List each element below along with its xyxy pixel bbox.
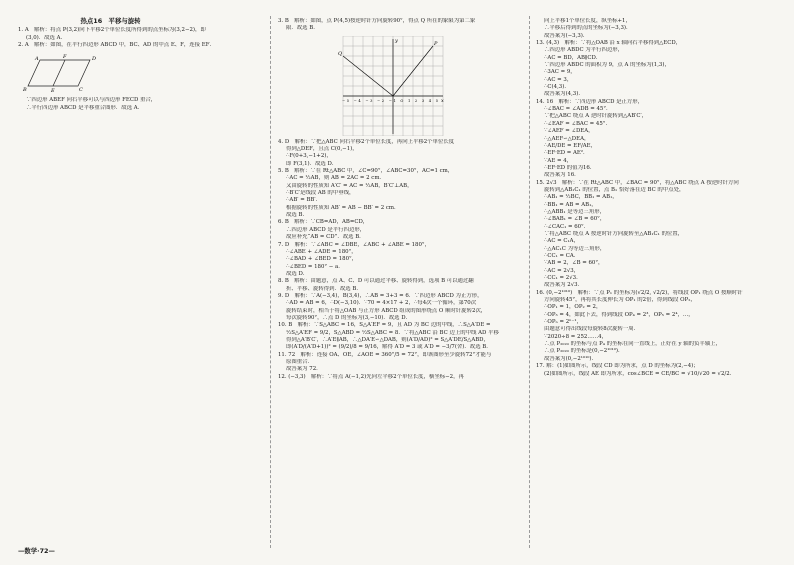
text-line: 13. (4,3) 解析：∵将△OAB 沿 x 轴向右平移得到△ECD， xyxy=(536,40,682,47)
coordinate-grid xyxy=(338,36,448,136)
text-line: ∴OPₙ = 2ⁿ⁻¹， xyxy=(544,319,582,326)
text-line: 故答案为 2√3． xyxy=(544,282,583,289)
text-line: ∴AE/DE = EF/AE， xyxy=(544,142,596,149)
page-number: —数学·72— xyxy=(18,547,55,555)
text-line: ∵四边形 ABEF 向右平移可以与四边形 FECD 重合， xyxy=(26,97,157,104)
text-line: 4. D 解析：∵把△ABC 向右平移2个单位长度，再向上平移2个单位长度 xyxy=(278,138,455,145)
text-line: 限．故选 B． xyxy=(286,25,319,32)
label-e: E xyxy=(51,88,55,95)
text-line: 6. B 解析：∵CB=AD，AB=CD， xyxy=(278,219,369,226)
text-line: ∴AD = AB = 6，∴D(−3,10)．∵70 = 4×17 + 2，∴每4次一个循环，第70次 xyxy=(286,300,477,307)
text-line: 9. D 解析：∵A(−3,4)，B(3,4)，∴AB = 3+3 = 6．∵四边形 ABCD 为正方形， xyxy=(278,292,483,299)
label-b: B xyxy=(23,87,27,94)
text-line: ∴AC = BD，AB∥CD． xyxy=(544,54,602,61)
column-right xyxy=(536,18,781,378)
text-line: 得到△A′B′C′，∴A′E∥AB，∴△DA′E∽△DAB，则(A′D/AD)² = S△A′DE/S△ABD， xyxy=(286,336,489,343)
text-line: 根据旋转的性质知 AB′ = AB − BB′ = 2 cm． xyxy=(286,204,400,211)
text-line: ∵将△ABC 绕点 A 按逆时针方向旋转至△AB₁C₁ 的位置， xyxy=(544,230,684,237)
text-line: 3. B 解析：如图，点 P(4,5)按逆时针方向旋转90°，得点 Q 所在的象限为第二象 xyxy=(278,18,476,24)
text-line: (3,0)．故选 A． xyxy=(26,34,66,41)
text-line: ∴AB′ = BB′． xyxy=(286,197,321,204)
x-tick-labels: −5 −4 −3 −2 −1 O 1 2 3 4 5 xyxy=(342,98,438,103)
text-line: ∴BB₁ = AB = AB₁， xyxy=(544,201,597,208)
text-line: ∴∠BAB₁ = ∠B = 60°， xyxy=(544,216,606,223)
text-line: ∴∠BAD + ∠BED = 180°， xyxy=(286,256,358,263)
text-line: 由题意可得出线段每旋转8次旋转一周． xyxy=(544,326,640,333)
text-line: 得到△DEF，且点 C(0,−1)， xyxy=(286,146,358,153)
text-line: ∴∠CAC₁ = 60°． xyxy=(544,223,590,230)
text-line: 16. (0,−2¹⁰¹⁰) 解析：∵点 P₁ 的坐标为(√2/2, √2/2)，将线段 OP₁ 绕点 O 按顺时针 xyxy=(536,289,743,296)
text-line: 故答案为 16． xyxy=(544,172,580,179)
column-divider xyxy=(270,16,271,548)
text-line: ∴AB₁ = ½BC，BB₁ = AB₁， xyxy=(544,194,618,201)
column-left xyxy=(18,18,263,112)
text-line: ∵四边形 ABDC 的面积为 9，点 A 的坐标为(1,3)， xyxy=(544,62,670,69)
text-line: ∴△AEF∽△DEA， xyxy=(544,135,590,142)
text-line: ∵AB = 2，∠B = 60°， xyxy=(544,260,604,267)
text-line: ∴OP₃ = 4，如此下去，得到线段 OP₄ = 2³，OP₅ = 2⁴，…， xyxy=(544,311,694,318)
text-line: ∴△ABB₁ 是等边三角形， xyxy=(544,208,606,215)
text-line: ½S△A′EF = 9/2，S△ABD = ½S△ABC = 8．∵将△ABC 沿 BC 边上的中线 AD 平移 xyxy=(286,329,499,336)
text-line: ∴C(4,3)． xyxy=(544,84,570,91)
text-line: 14. 16 解析：∵四边形 ABCD 是正方形， xyxy=(536,98,644,105)
text-line: ∴点 P₂₀₂₀ 的坐标与点 P₄ 的坐标在同一直线上，正好在 y 轴的负半轴上， xyxy=(544,341,721,348)
text-line: 故应补充“AB = CD”．故选 B． xyxy=(286,234,365,241)
text-line: 每次旋转90°，∴点 D 的坐标为(3,−10)．故选 D． xyxy=(286,314,411,321)
label-x: x xyxy=(441,97,444,104)
label-y: y xyxy=(395,37,398,44)
text-line: 5. B 解析：∵在 Rt△ABC 中，∠C=90°，∠ABC=30°，AC=1 cm， xyxy=(278,168,454,175)
text-line: ∴平行四边形 ABCD 是平移重合图形．故选 A． xyxy=(26,104,144,111)
text-line: ∴四边形 ABCD 是平行四边形， xyxy=(286,226,366,233)
text-line: 1. A 解析：将点 P(3,2)向下平移2个单位长度所得到的点坐标为(3,2−2)，即 xyxy=(18,27,206,34)
text-line: 故答案为(−3,3)． xyxy=(544,32,589,39)
label-q: Q xyxy=(338,50,343,57)
text-line: 故选 D． xyxy=(286,270,309,277)
text-line: ∵AE = 4， xyxy=(544,157,573,164)
text-line: 15. 2√3 解析：∵在 Rt△ABC 中，∠BAC = 90°，将△ABC 绕点 A 按逆时针方向 xyxy=(536,179,739,186)
grid-figure xyxy=(338,36,523,136)
column-middle xyxy=(278,18,523,381)
text-line: 又由旋转的性质知 A′C′ = AC = ½AB，B′C′⊥AB， xyxy=(286,182,413,189)
text-line: 旋转结束时，相当于将△OAB 与正方形 ABCD 组成的图形绕点 O 顺时针旋转2次， xyxy=(286,307,487,314)
text-line: ∴F(0+3,−1+2)， xyxy=(286,153,332,160)
text-line: 方向旋转45°，再将其长度伸长为 OP₁ 的2倍，得到线段 OP₂， xyxy=(544,297,696,304)
text-line: 8. B 解析：由题意，点 A、C、D 可以通过平移、旋转得到，选项 B 可以通过翻 xyxy=(278,278,474,285)
text-line: ∴四边形 ABDC 为平行四边形， xyxy=(544,47,624,54)
text-line: 即(A′D/(A′D+1))² = (9/2)/8 = 9/16，解得 A′D = 3 或 A′D = −3/7(舍)．故选 B． xyxy=(286,344,492,351)
text-line: ∴3AC = 9， xyxy=(544,69,576,76)
text-line: 7. D 解析：∵∠ABC = ∠DBE，∠ABC + ∠ABE = 180°， xyxy=(278,241,430,248)
text-line: 11. 72 解析：连接 OA、OE，∠AOE = 360°/5 = 72°，即该图形至少旋转72°才能与 xyxy=(278,351,492,358)
text-line: ∴CC₁ = CA． xyxy=(544,253,580,259)
text-line: ∴AC = 2√3， xyxy=(544,267,580,274)
text-line: ∵把△ABC 绕点 A 逆时针旋转到△AB′C′， xyxy=(544,113,648,120)
text-line: ∴EF·ED 的值为16． xyxy=(544,164,596,171)
label-f: F xyxy=(63,54,67,61)
text-line: 10. B 解析：∵S△ABC = 16，S△A′EF = 9，且 AD 为 BC 边的中线，∴S△A′DE = xyxy=(278,322,491,329)
label-c: C xyxy=(79,87,83,94)
text-line: ∴∠BAC = ∠ADB = 45°． xyxy=(544,106,612,113)
text-line: ∴∠ABE + ∠ADE = 180°， xyxy=(286,248,357,255)
text-line: ∴OP₁ = 1，OP₂ = 2， xyxy=(544,304,602,311)
text-line: ∴EF·ED = AE²． xyxy=(544,150,589,157)
text-line: ∴B′C′是线段 AB 的中垂线， xyxy=(286,190,355,197)
text-line: 故答案为 72． xyxy=(286,366,322,373)
text-line: ∴∠BED = 180° − a． xyxy=(286,263,344,270)
label-p: P xyxy=(434,40,438,47)
text-line: ∴AC = C₁A， xyxy=(544,238,579,245)
section-title: 热点16 平移与旋转 xyxy=(80,17,141,25)
label-a: A xyxy=(35,56,39,63)
text-line: ∴点 P₂₀₂₀ 的坐标是(0,−2¹⁰¹⁰)． xyxy=(544,348,624,355)
text-line: ∴∠EAF = ∠BAC = 45°． xyxy=(544,120,611,127)
label-d: D xyxy=(92,56,97,63)
text-line: 向上平移1个单位长度，纵坐标+1， xyxy=(544,18,631,24)
segment-ef xyxy=(53,60,65,86)
text-line: 即 F(3,1)．故选 D． xyxy=(286,160,338,167)
text-line: ∴平移后得到的点的坐标为(−3,3)． xyxy=(544,25,632,32)
text-line: 原图重合． xyxy=(286,359,313,365)
text-line: ∴AC = ½AB，则 AB = 2AC = 2 cm． xyxy=(286,175,385,182)
column-divider xyxy=(529,16,530,548)
text-line: 12. (−3,3) 解析：∵将点 A(−1,2)先向左平移2个单位长度，横坐标−2，再 xyxy=(278,373,464,380)
text-line: ∵2020÷8 = 252……4， xyxy=(544,333,607,340)
text-line: ∵∠AEF = ∠DEA， xyxy=(544,128,594,135)
parallelogram-figure xyxy=(18,52,263,94)
text-line: ∴CC₁ = 2√3． xyxy=(544,275,582,282)
parallelogram-diagram xyxy=(18,52,108,94)
text-line: 折、平移、旋转得到．故选 B． xyxy=(286,285,362,292)
text-line: ∴AC = 3， xyxy=(544,76,573,83)
text-line: 旋转到△AB₁C₁ 的位置，点 B₁ 恰好落在边 BC 的中点处， xyxy=(544,186,685,193)
text-line: 故答案为(0,−2¹⁰¹⁰)． xyxy=(544,355,597,362)
text-line: 2. A 解析：如图，在平行四边形 ABCD 中，BC、AD 的中点 E、F，连接 EF． xyxy=(18,42,215,49)
text-line: 故选 B． xyxy=(286,212,308,219)
text-line: ∴△AC₁C 为等边三角形， xyxy=(544,245,606,252)
text-line: 17. 解：(1)如图所示，线段 CD 即为所求，点 D 的坐标为(2,−4)； xyxy=(536,363,699,370)
text-line: (2)如图所示，线段 AE 即为所求，cos∠BCE = CE/BC = √10/√20 = √2/2． xyxy=(544,370,736,377)
text-line: 故答案为(4,3)． xyxy=(544,91,584,98)
